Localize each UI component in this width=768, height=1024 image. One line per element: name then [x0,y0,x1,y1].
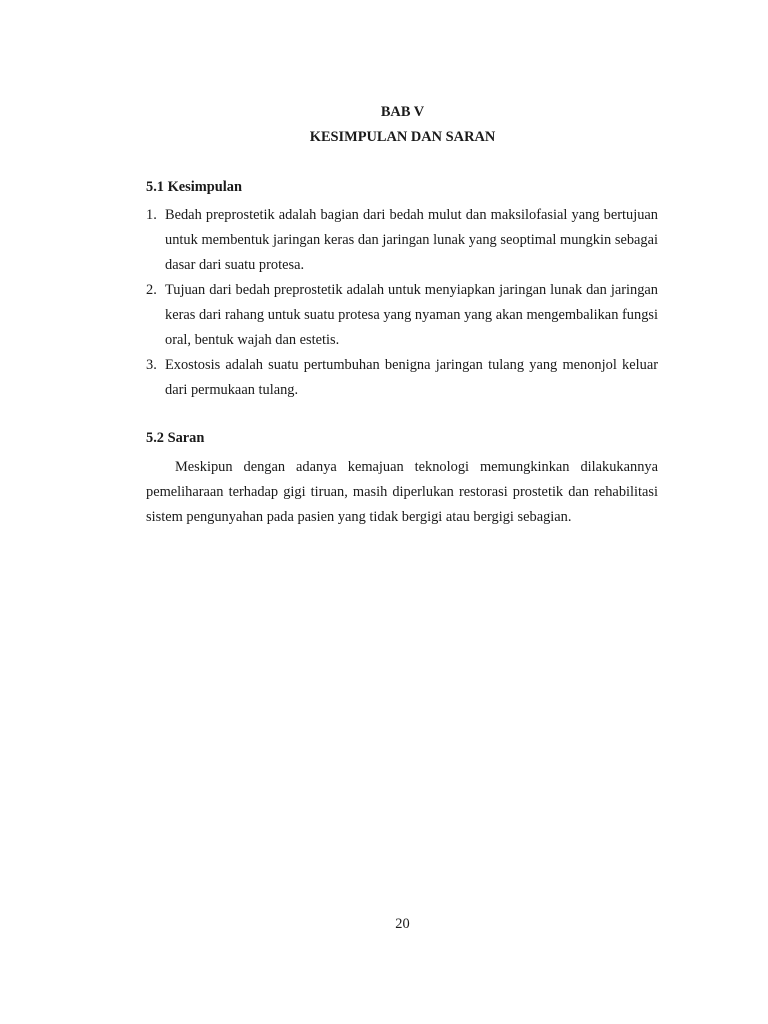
list-item-number: 3. [146,357,157,373]
saran-paragraph: Meskipun dengan adanya kemajuan teknologi memungkinkan dilakukannya pemeliharaan terhadap gigi tiruan, masih diperlukan restorasi prostetik dan rehabilitasi sistem pengunyahan pada pasien yang tidak bergigi atau bergigi sebagian. [146,459,658,525]
chapter-number: BAB V [380,104,425,120]
list-item-text: Bedah preprostetik adalah bagian dari bedah mulut dan maksilofasial yang bertujuan untuk membentuk jaringan keras dan jaringan lunak yang seoptimal mungkin sebagai dasar dari suatu protesa. [165,207,658,273]
list-item-text: Exostosis adalah suatu pertumbuhan benigna jaringan tulang yang menonjol keluar dari permukaan tulang. [165,357,658,398]
page-number: 20 [395,916,410,932]
section-heading-kesimpulan: 5.1 Kesimpulan [146,179,242,195]
list-item-number: 1. [146,207,157,223]
list-item [146,278,658,353]
chapter-title: KESIMPULAN DAN SARAN [309,129,496,145]
list-item-text: Tujuan dari bedah preprostetik adalah untuk menyiapkan jaringan lunak dan jaringan keras dari rahang untuk suatu protesa yang nyaman yang akan mengembalikan fungsi oral, bentuk wajah dan estetis. [165,282,658,348]
conclusion-list [146,203,658,403]
list-item [146,203,658,278]
list-item [146,353,658,403]
section-heading-saran: 5.2 Saran [146,430,205,446]
list-item-number: 2. [146,282,157,298]
